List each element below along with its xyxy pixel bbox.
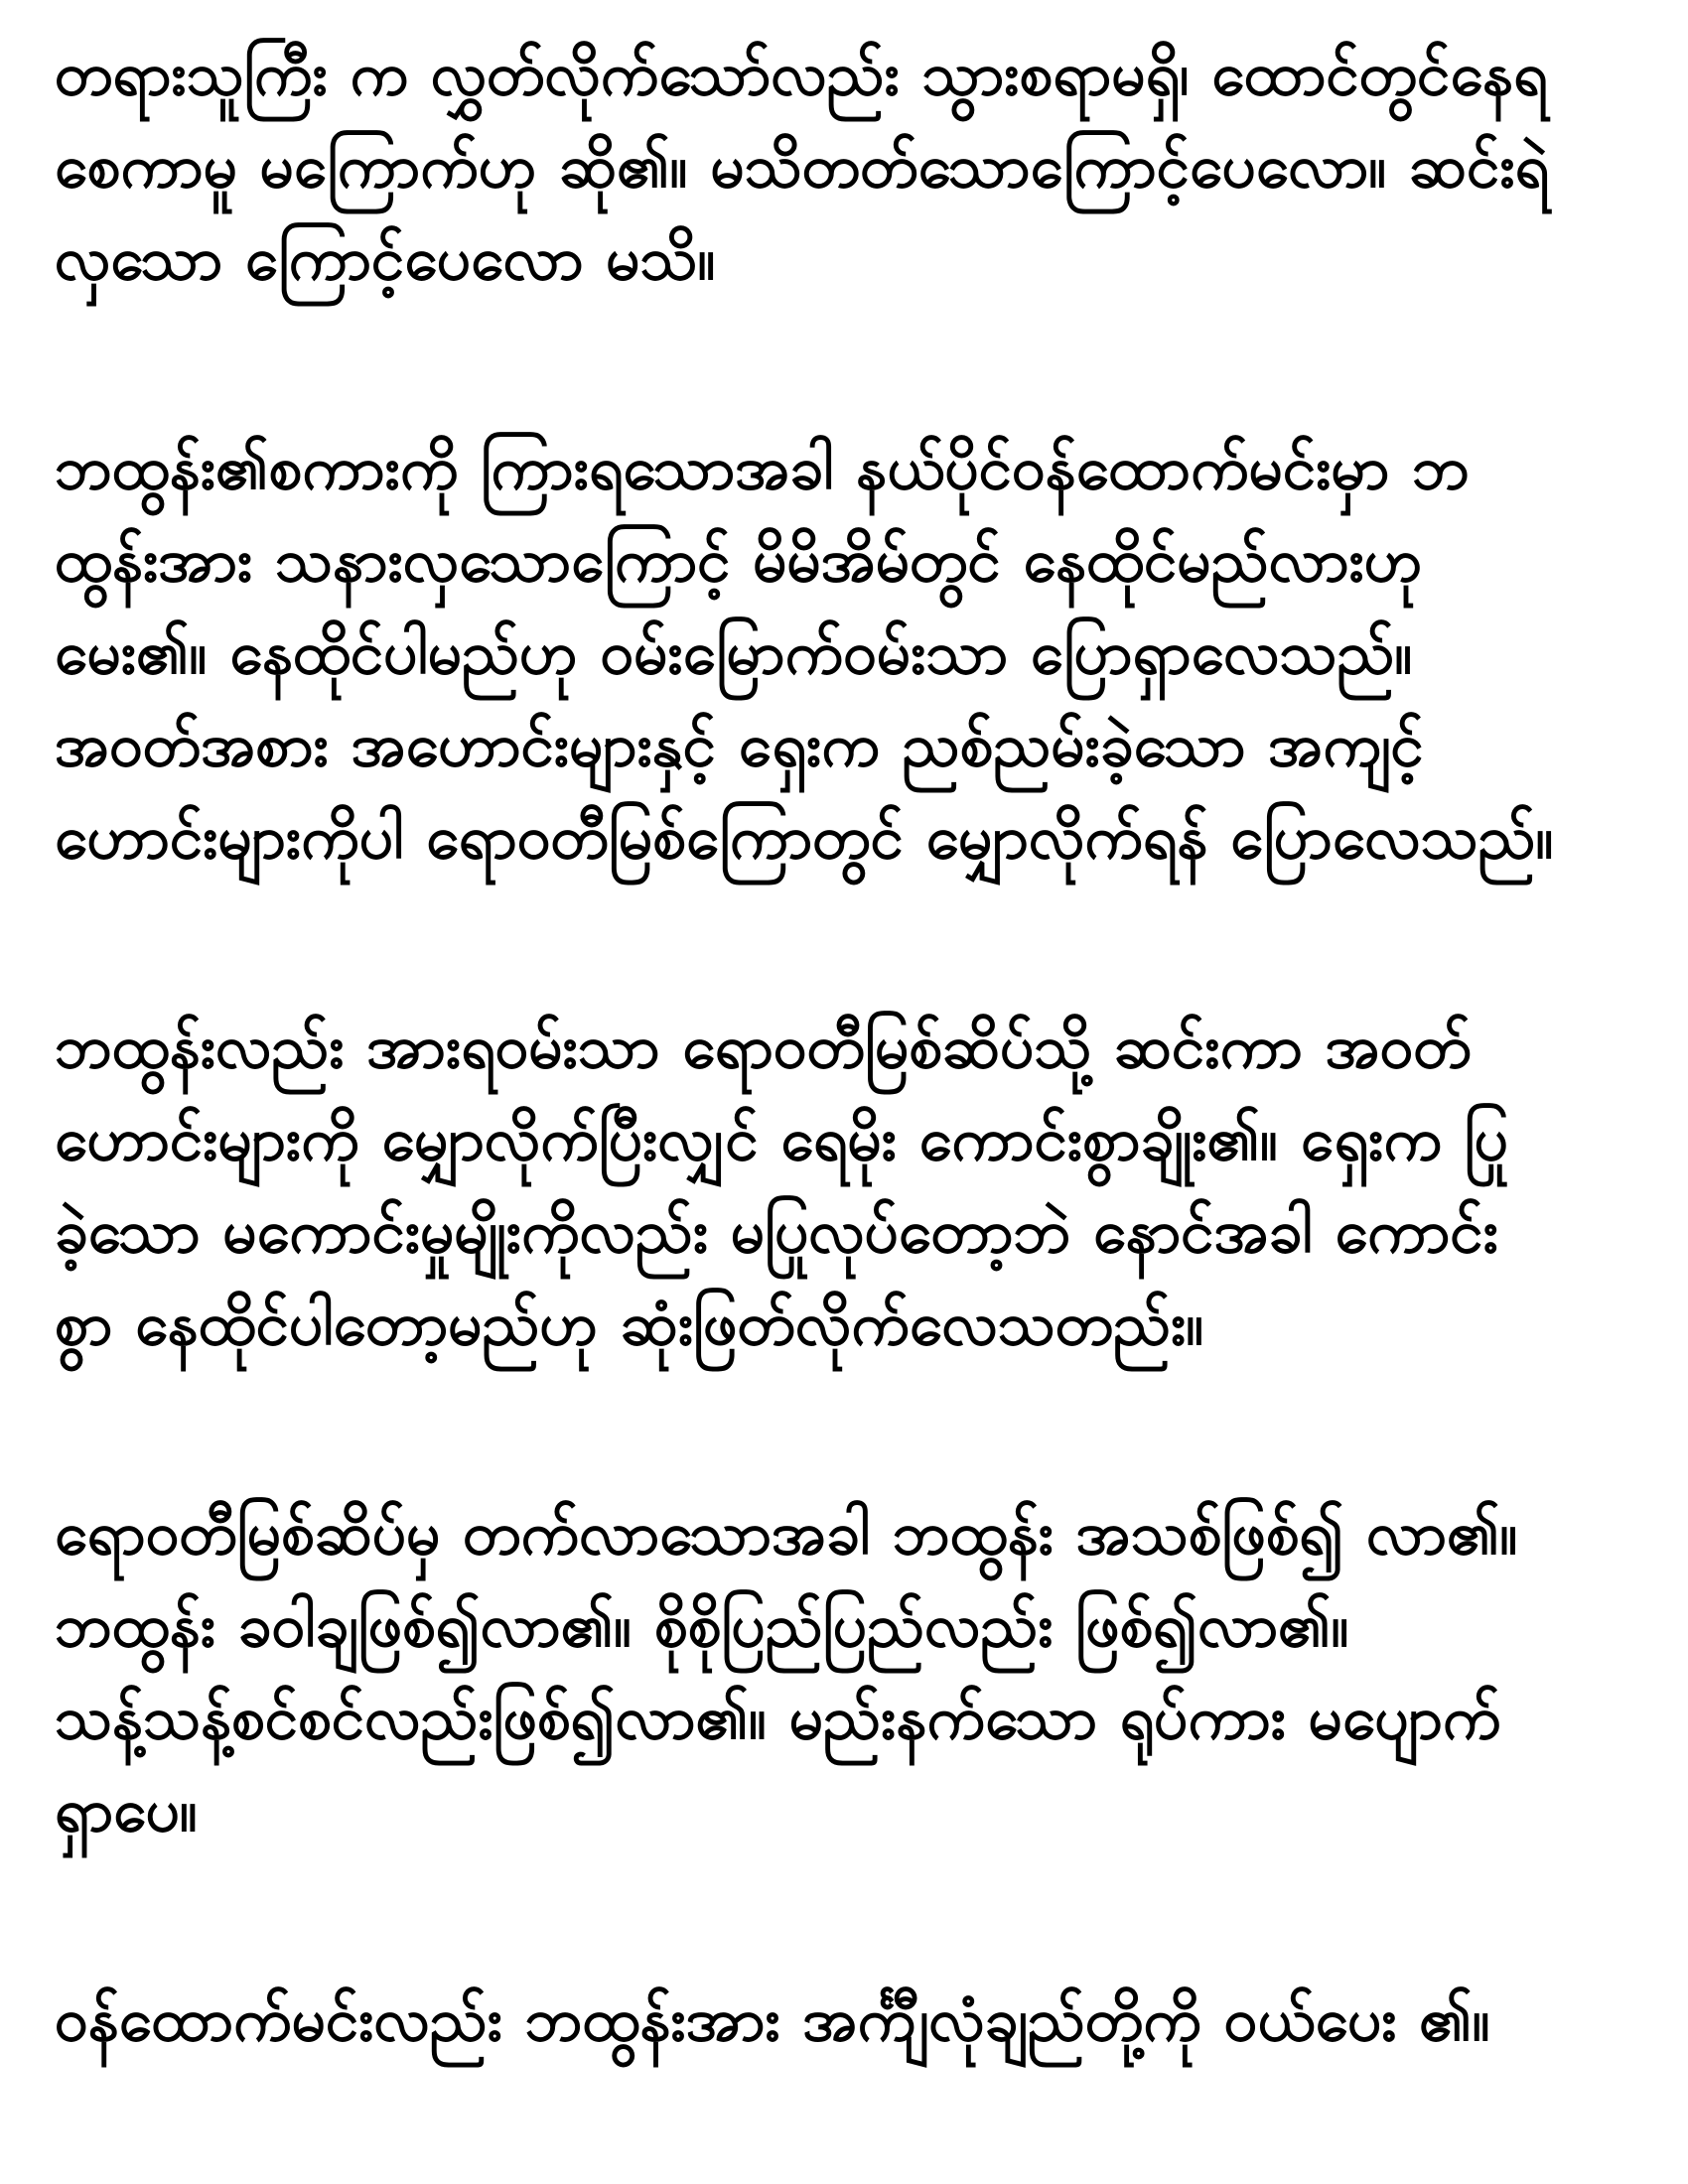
text-line: မေး၏။ နေထိုင်ပါမည်ဟု ဝမ်းမြောက်ဝမ်းသာ ပြောရှာလေသည်။ xyxy=(55,619,1413,686)
text-line: ရောဝတီမြစ်ဆိပ်မှ တက်လာသောအခါ ဘထွန်း အသစ်ဖြစ်၍ လာ၏။ xyxy=(55,1500,1518,1567)
text-line: ဟောင်းများကိုပါ ရောဝတီမြစ်ကြောတွင် မျှောလိုက်ရန် ပြောလေသည်။ xyxy=(55,804,1554,871)
document-body xyxy=(55,28,1628,2066)
text-line: ရှာပေ။ xyxy=(55,1777,199,1843)
text-line: ဘထွန်းလည်း အားရဝမ်းသာ ရောဝတီမြစ်ဆိပ်သို့ ဆင်းကာ အဝတ် xyxy=(55,1014,1472,1080)
text-line: လှသော ကြောင့်ပေလော မသိ။ xyxy=(55,225,716,292)
paragraph xyxy=(55,1001,1628,1370)
text-line: စေကာမူ မကြောက်ဟု ဆို၏။ မသိတတ်သောကြောင့်ပေလော။ ဆင်းရဲ xyxy=(55,133,1550,200)
text-line: ဘထွန်း ခဝါချဖြစ်၍လာ၏။ စိုစိုပြည်ပြည်လည်း ဖြစ်၍လာ၏။ xyxy=(55,1592,1349,1659)
text-line: ဝန်ထောက်မင်းလည်း ဘထွန်းအား အင်္ကျီလုံချည်တို့ကို ဝယ်ပေး ၏။ xyxy=(55,1986,1490,2053)
paragraph xyxy=(55,28,1628,305)
paragraph xyxy=(55,1974,1628,2066)
paragraph xyxy=(55,1487,1628,1856)
text-line: ဘထွန်း၏စကားကို ကြားရသောအခါ နယ်ပိုင်ဝန်ထောက်မင်းမှာ ဘ xyxy=(55,435,1470,501)
text-line: စွာ နေထိုင်ပါတော့မည်ဟု ဆုံးဖြတ်လိုက်လေသတည်း။ xyxy=(55,1291,1204,1357)
text-line: ထွန်းအား သနားလှသောကြောင့် မိမိအိမ်တွင် နေထိုင်မည်လားဟု xyxy=(55,527,1423,594)
text-line: အဝတ်အစား အဟောင်းများနှင့် ရှေးက ညစ်ညမ်းခဲ့သော အကျင့် xyxy=(55,712,1424,778)
text-line: ဟောင်းများကို မျှောလိုက်ပြီးလျှင် ရေမိုး ကောင်းစွာချိုး၏။ ရှေးက ပြု xyxy=(55,1106,1508,1172)
paragraph xyxy=(55,422,1628,884)
text-line: ခဲ့သော မကောင်းမှုမျိုးကိုလည်း မပြုလုပ်တော့ဘဲ နောင်အခါ ကောင်း xyxy=(55,1198,1498,1265)
text-line: သန့်သန့်စင်စင်လည်းဖြစ်၍လာ၏။ မည်းနက်သော ရုပ်ကား မပျောက် xyxy=(55,1685,1501,1751)
text-line: တရားသူကြီး က လွှတ်လိုက်သော်လည်း သွားစရာမရှိ၊ ထောင်တွင်နေရ xyxy=(55,41,1548,107)
